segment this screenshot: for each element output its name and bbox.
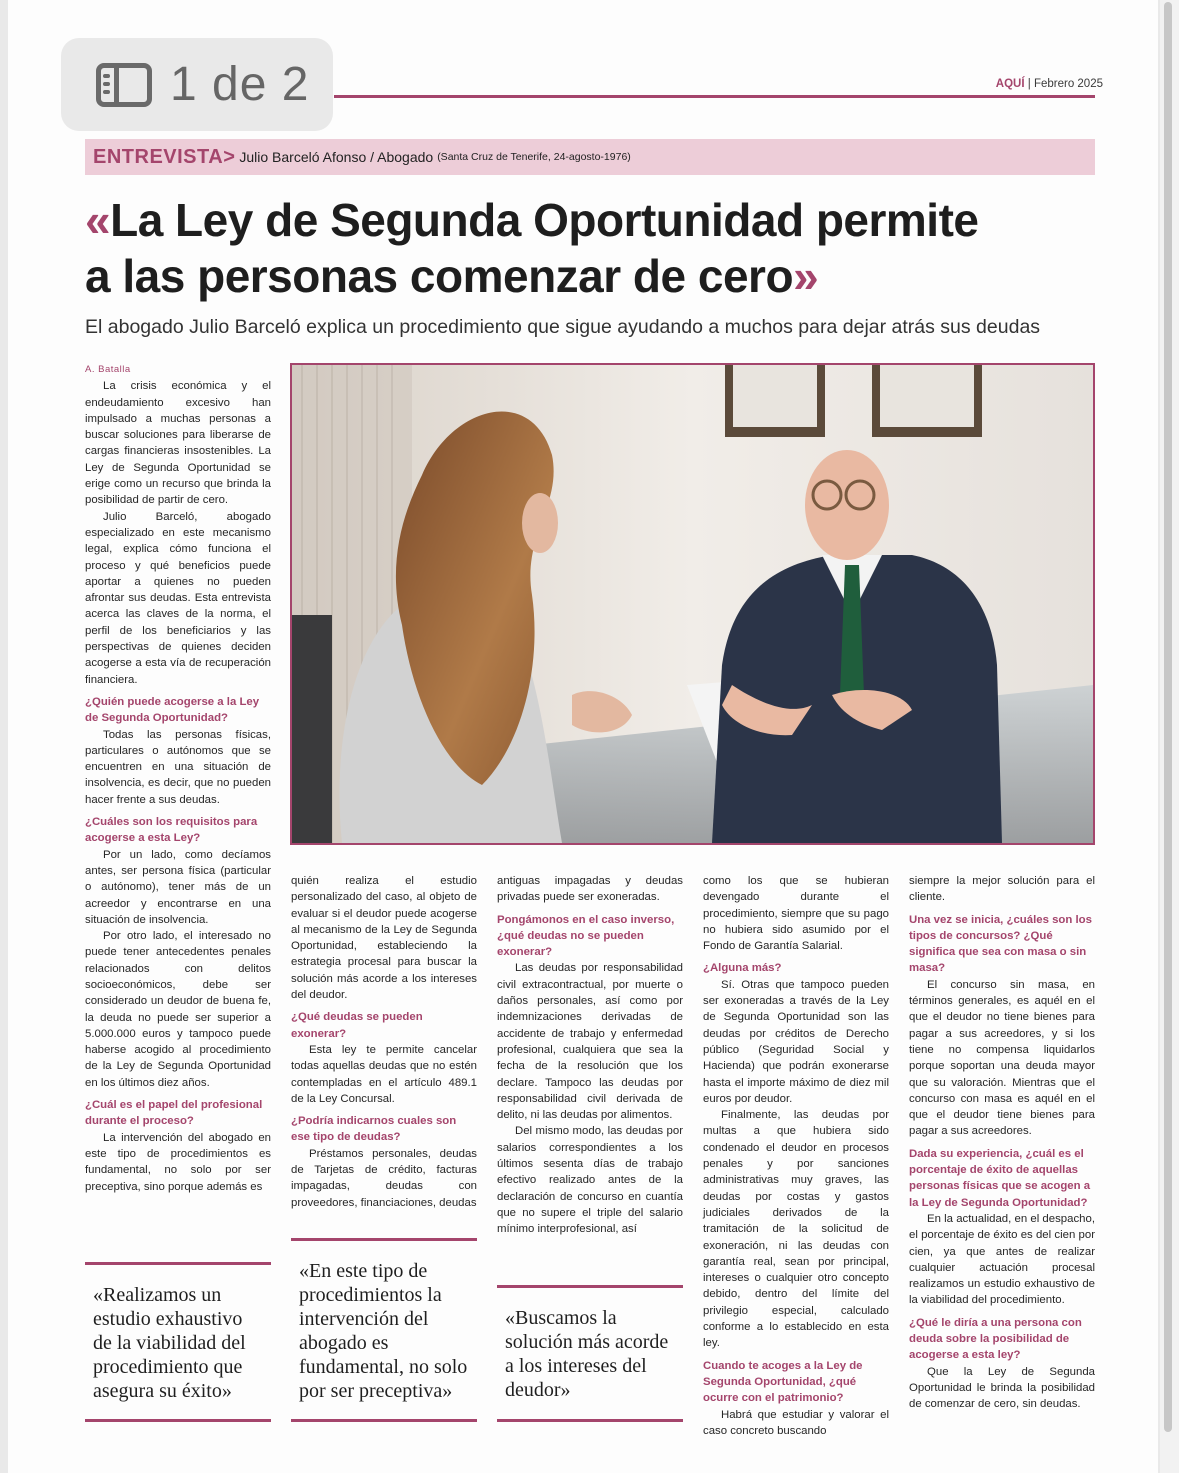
article-column-3 — [497, 873, 683, 1238]
subheadline: El abogado Julio Barceló explica un procedimiento que sigue ayudando a muchos para dejar atrás sus deudas — [85, 316, 1041, 338]
headline-line2: a las personas comenzar de cero — [85, 250, 794, 302]
answer-requirements-2: Por otro lado, el interesado no puede tener antecedentes penales relacionados con delitos socioeconómicos, debe ser considerado un deudor de buena fe, la deuda no puede ser superior a 5.000.000 euros y tampoco puede haberse acogido al procedimiento de la Ley de Segunda Oportunidad en los últimos diez años. — [85, 930, 271, 1089]
interview-photo-illustration — [292, 365, 1093, 843]
question-debt-types: ¿Podría indicarnos cuales son ese tipo de deudas? — [291, 1115, 457, 1144]
pull-quote-1: «Realizamos un estudio exhaustivo de la viabilidad del procedimiento que asegura su éxito» — [85, 1262, 271, 1422]
continuation-paragraph: antiguas impagadas y deudas privadas puede ser exoneradas. — [497, 875, 683, 904]
headline-line1: La Ley de Segunda Oportunidad permite — [110, 194, 979, 246]
answer-patrimony: Habrá que estudiar y valorar el caso concreto buscando — [703, 1408, 889, 1437]
continuation-paragraph: siempre la mejor solución para el cliente. — [909, 875, 1095, 904]
masthead-date: Febrero 2025 — [1033, 78, 1103, 90]
answer-lawyer-role: La intervención del abogado en este tipo de procedimientos es fundamental, no solo por ser preceptiva, sino porque además es — [85, 1131, 271, 1193]
answer-non-exonerable-1: Las deudas por responsabilidad civil extracontractual, por muerte o daños personales, así como por indemnizaciones derivadas de accidente de trabajo y enfermedad profesional, cualquiera que sea la fecha de la resolución que los declare. Tampoco las deudas por responsabilidad civil derivada de delito, ni las deudas por alimentos. — [497, 962, 683, 1122]
answer-advice: Que la Ley de Segunda Oportunidad le brinda la posibilidad de comenzar de cero, sin deudas. — [909, 1365, 1095, 1411]
interviewee-birth: (Santa Cruz de Tenerife, 24-agosto-1976) — [437, 151, 631, 163]
question-success-rate: Dada su experiencia, ¿cuál es el porcentaje de éxito de aquellas personas físicas que se acogen a la Ley de Segunda Oportunidad? — [909, 1147, 1091, 1209]
question-patrimony: Cuando te acoges a la Ley de Segunda Oportunidad, ¿qué ocurre con el patrimonio? — [703, 1359, 863, 1405]
answer-debt-types: Préstamos personales, deudas de Tarjetas de crédito, facturas impagadas, deudas con proveedores, financiaciones, deudas — [291, 1147, 477, 1209]
scrollbar[interactable] — [1160, 0, 1179, 1473]
masthead — [908, 78, 1103, 90]
continuation-paragraph: quién realiza el estudio personalizado del caso, al objeto de evaluar si el deudor puede acogerse al mecanismo de la Ley de Segunda Oportunidad, estableciendo la estrategia procesal para buscar la solución más acorde a los intereses del deudor. — [291, 875, 477, 1002]
question-any-more: ¿Alguna más? — [703, 962, 782, 975]
page-indicator-label: 1 de 2 — [170, 58, 310, 111]
answer-any-more-1: Sí. Otras que tampoco pueden ser exoneradas a través de la Ley de Segunda Oportunidad son las deudas por créditos de Derecho público (Seguridad Social y Hacienda) que podrán exonerarse hasta el importe máximo de diez mil euros por deudor. — [703, 978, 889, 1105]
article-column-1 — [85, 362, 271, 1195]
article-column-4 — [703, 873, 889, 1439]
answer-who-can: Todas las personas físicas, particulares o autónomos que se encuentren en una situación de insolvencia, es decir, que no pueden hacer frente a sus deudas. — [85, 728, 271, 806]
section-banner — [85, 139, 1095, 175]
open-quote: « — [85, 194, 111, 246]
answer-any-more-2: Finalmente, las deudas por multas a que hubiera sido condenado el deudor en procesos penales y por sanciones administrativas muy graves, las deudas por costas y gastos judiciales derivados de la tramitación de la solicitud de exoneración, ni las deudas con garantía real, sean por principal, intereses o cualquier otro concepto debido, dentro del límite del privilegio especial, calculado conforme a lo establecido en esta ley. — [703, 1109, 889, 1350]
sidebar-toggle-icon[interactable] — [96, 63, 152, 107]
interview-photo — [290, 363, 1095, 845]
close-quote: » — [793, 250, 819, 302]
answer-concurso-types: El concurso sin masa, en términos generales, es aquél en el que el deudor no tiene bienes para pagar a sus acreedores, y si los tiene no compensa liquidarlos porque soportan una deuda mayor que su valoración. Mientras que el concurso con masa es aquél en el que el deudor tiene bienes para pagar a sus acreedores. — [909, 978, 1095, 1138]
section-label: ENTREVISTA> — [93, 145, 236, 168]
answer-success-rate: En la actualidad, en el despacho, el porcentaje de éxito es del cien por cien, ya que antes de realizar cualquier actuación procesal realizamos un estudio exhaustivo de la viabilidad del procedimiento. — [909, 1212, 1095, 1307]
answer-exonerable-debts: Esta ley te permite cancelar todas aquellas deudas que no estén contempladas en el artículo 489.1 de la Ley Concursal. — [291, 1043, 477, 1105]
pull-quote-2: «En este tipo de procedimientos la intervención del abogado es fundamental, no solo por ser preceptiva» — [291, 1238, 477, 1422]
intro-paragraph-2: Julio Barceló, abogado especializado en este mecanismo legal, explica cómo funciona el proceso y qué beneficios puede aportar a quienes no pueden afrontar sus deudas. Esta entrevista acerca las claves de la norma, el perfil de los beneficiarios y las perspectivas de quienes deciden acogerse a esta vía de recuperación financiera. — [85, 510, 271, 686]
article-column-5 — [909, 873, 1095, 1413]
continuation-paragraph: como los que se hubieran devengado durante el procedimiento, siempre que su pago no hubiera sido asumido por el Fondo de Garantía Salarial. — [703, 875, 889, 953]
question-exonerable-debts: ¿Qué deudas se pueden exonerar? — [291, 1011, 423, 1040]
masthead-brand: AQUÍ — [995, 78, 1025, 90]
question-concurso-types: Una vez se inicia, ¿cuáles son los tipos de concursos? ¿Qué significa que sea con masa o sin masa? — [909, 913, 1092, 975]
scrollbar-thumb[interactable] — [1164, 2, 1172, 1432]
question-who-can: ¿Quién puede acogerse a la Ley de Segunda Oportunidad? — [85, 695, 260, 725]
masthead-rule — [334, 95, 1095, 98]
article-column-2 — [291, 873, 477, 1211]
question-non-exonerable: Pongámonos en el caso inverso, ¿qué deudas no se pueden exonerar? — [497, 913, 675, 959]
question-requirements: ¿Cuáles son los requisitos para acogerse a esta Ley? — [85, 816, 258, 845]
byline: A. Batalla — [85, 364, 131, 375]
answer-non-exonerable-2: Del mismo modo, las deudas por salarios correspondientes a los últimos sesenta días de trabajo efectivo realizado antes de la declaración de concurso en cuantía que no supere el triple del salario mínimo interprofesional, así — [497, 1125, 683, 1236]
answer-requirements-1: Por un lado, como decíamos antes, ser persona física (particular o autónomo), tener más de un acreedor y encontrarse en una situación de insolvencia. — [85, 848, 271, 926]
interviewee-name: Julio Barceló Afonso / Abogado — [239, 149, 434, 165]
question-advice: ¿Qué le diría a una persona con deuda sobre la posibilidad de acogerse a esta ley? — [909, 1316, 1082, 1362]
question-lawyer-role: ¿Cuál es el papel del profesional durante el proceso? — [85, 1099, 263, 1128]
headline — [85, 192, 1100, 304]
page-indicator[interactable] — [61, 38, 333, 131]
masthead-separator: | — [1027, 78, 1031, 90]
intro-paragraph-1: La crisis económica y el endeudamiento excesivo han impulsado a muchas personas a buscar soluciones para liberarse de cargas financieras insostenibles. La Ley de Segunda Oportunidad se erige como un recurso que brinda la posibilidad de partir de cero. — [85, 380, 271, 507]
pull-quote-3: «Buscamos la solución más acorde a los intereses del deudor» — [497, 1285, 683, 1422]
